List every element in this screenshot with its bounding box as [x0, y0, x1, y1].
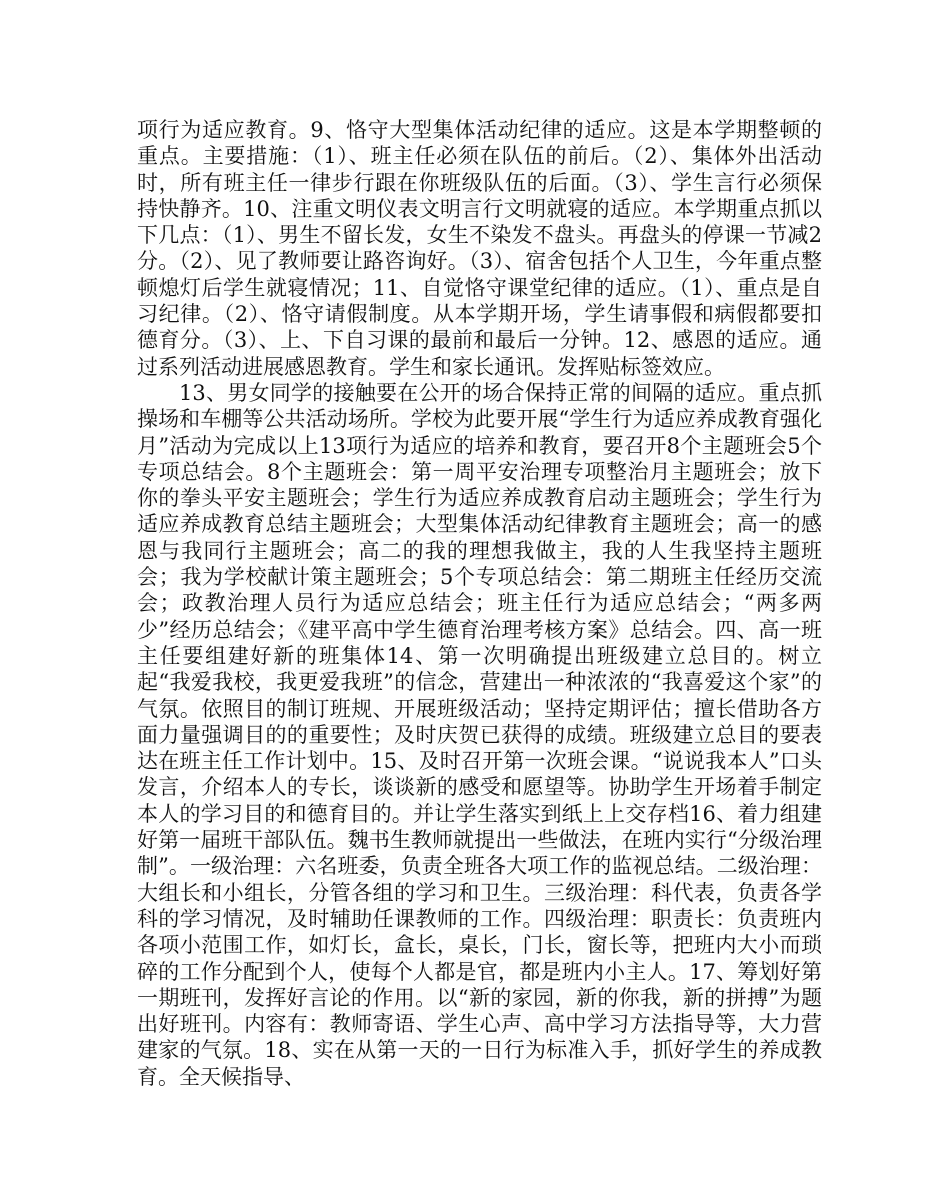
body-paragraph-2: 13、男女同学的接触要在公开的场合保持正常的间隔的适应。重点抓操场和车棚等公共活动场所。学校为此要开展“学生行为适应养成教育强化月”活动为完成以上13项行为适应的培养和教育，要召开8个主题班会5个专项总结会。8个主题班会：第一周平安治理专项整治月主题班会；放下你的拳头平安主题班会；学生行为适应养成教育启动主题班会；学生行为适应养成教育总结主题班会；大型集体活动纪律教育主题班会；高一的感恩与我同行主题班会；高二的我的理想我做主，我的人生我坚持主题班会；我为学校献计策主题班会；5个专项总结会：第二期班主任经历交流会；政教治理人员行为适应总结会；班主任行为适应总结会；“两多两少”经历总结会；《建平高中学生德育治理考核方案》总结会。四、高一班主任要组建好新的班集体14、第一次明确提出班级建立总目的。树立起“我爱我校，我更爱我班”的信念，营建出一种浓浓的“我喜爱这个家”的气氛。依照目的制订班规、开展班级活动；坚持定期评估；擅长借助各方面力量强调目的的重要性；及时庆贺已获得的成绩。班级建立总目的要表达在班主任工作计划中。15、及时召开第一次班会课。“说说我本人”口头发言，介绍本人的专长，谈谈新的感受和愿望等。协助学生开场着手制定本人的学习目的和德育目的。并让学生落实到纸上上交存档16、着力组建好第一届班干部队伍。魏书生教师就提出一些做法，在班内实行“分级治理制”。一级治理：六名班委，负责全班各大项工作的监视总结。二级治理：大组长和小组长，分管各组的学习和卫生。三级治理：科代表，负责各学科的学习情况，及时辅助任课教师的工作。四级治理：职责长：负责班内各项小范围工作，如灯长，盒长，桌长，门长，窗长等，把班内大小而琐碎的工作分配到个人，使每个人都是官，都是班内小主人。17、筹划好第一期班刊，发挥好言论的作用。以“新的家园，新的你我，新的拼搏”为题出好班刊。内容有：教师寄语、学生心声、高中学习方法指导等，大力营建家的气氛。18、实在从第一天的一日行为标准入手，抓好学生的养成教育。全天候指导、 — [137, 380, 822, 1089]
body-paragraph-1: 项行为适应教育。9、恪守大型集体活动纪律的适应。这是本学期整顿的重点。主要措施：（1）、班主任必须在队伍的前后。（2）、集体外出活动时，所有班主任一律步行跟在你班级队伍的后面。（3）、学生言行必须保持快静齐。10、注重文明仪表文明言行文明就寝的适应。本学期重点抓以下几点：（1）、男生不留长发，女生不染发不盘头。再盘头的停课一节减2分。（2）、见了教师要让路咨询好。（3）、宿舍包括个人卫生，今年重点整顿熄灯后学生就寝情况；11、自觉恪守课堂纪律的适应。（1）、重点是自习纪律。（2）、恪守请假制度。从本学期开场，学生请事假和病假都要扣德育分。（3）、上、下自习课的最前和最后一分钟。12、感恩的适应。通过系列活动进展感恩教育。学生和家长通讯。发挥贴标签效应。 — [137, 118, 822, 379]
document-page — [137, 117, 822, 1090]
